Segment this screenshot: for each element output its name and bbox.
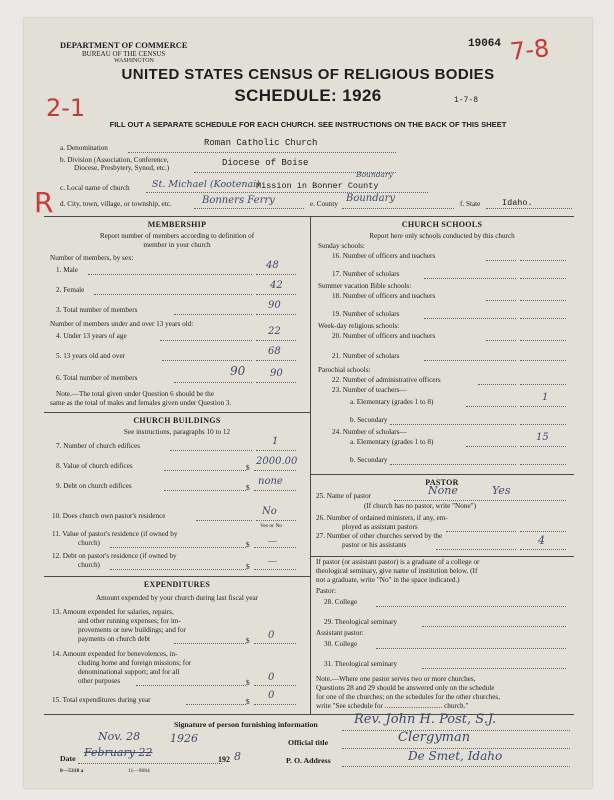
sunday-label: Sunday schools:	[318, 242, 365, 250]
pastor-note-3: for one of the churches; on the schedules for the other churches,	[316, 693, 501, 701]
print-code: 11—9684	[128, 768, 150, 774]
q14-label-2: cluding home and foreign missions; for	[78, 659, 192, 667]
pastor-note-4: write "See schedule for ................................ church."	[316, 702, 469, 710]
division-label-2: Diocese, Presbytery, Synod, etc.)	[74, 164, 170, 172]
q7-value: 1	[272, 436, 279, 447]
q5-label: 5. 13 years old and over	[56, 352, 126, 360]
pastor-divider-line	[310, 556, 574, 557]
q6-value-b: 90	[270, 368, 283, 379]
instruction-line: FILL OUT A SEPARATE SCHEDULE FOR EACH CHURCH. SEE INSTRUCTIONS ON THE BACK OF THIS SHEET	[109, 120, 507, 129]
signature-value: Rev. John H. Post, S.J.	[354, 712, 497, 727]
buildings-title: CHURCH BUILDINGS	[133, 416, 221, 425]
q14-label-1: 14. Amount expended for benevolences, in-	[52, 650, 178, 658]
q28-label: 28. College	[324, 598, 358, 606]
graduate-note-2: theological seminary, give name of institution below. (If	[316, 567, 478, 575]
frame-center-divider	[310, 216, 311, 714]
q5-value: 68	[268, 346, 281, 357]
q18-label: 18. Number of officers and teachers	[332, 292, 436, 300]
q20-label: 20. Number of officers and teachers	[332, 332, 436, 340]
q21-label: 21. Number of scholars	[332, 352, 400, 360]
pastor-sub-label: Pastor:	[316, 587, 336, 595]
q3-value: 90	[268, 300, 281, 311]
local-name-label: c. Local name of church	[60, 184, 130, 192]
q8-value: 2000.00	[256, 456, 298, 467]
q12-dollar: $	[246, 563, 250, 571]
buildings-intro: See instructions, paragraphs 10 to 12	[123, 428, 231, 436]
official-title-label: Official title	[288, 738, 329, 747]
assistant-sub-label: Assistant pastor:	[316, 629, 364, 637]
q14-dollar: $	[246, 679, 250, 687]
state-value: Idaho.	[502, 198, 533, 208]
expenditures-title: EXPENDITURES	[143, 580, 211, 589]
q1-label: 1. Male	[56, 266, 78, 274]
q24b-label: b. Secondary	[350, 456, 388, 464]
q4-value: 22	[268, 326, 281, 337]
q25-label: 25. Name of pastor	[316, 492, 372, 500]
division-label-1: b. Division (Association, Conference,	[60, 156, 169, 164]
date-handwritten-3: 8	[234, 750, 241, 763]
buildings-bottom-line	[44, 576, 310, 577]
q13-label-4: payments on church debt	[78, 635, 151, 643]
membership-note-1: Note.—The total given under Question 6 should be the	[56, 390, 214, 398]
q13-dollar: $	[246, 637, 250, 645]
membership-note-2: same as the total of males and females given under Question 3.	[50, 399, 232, 407]
q6-value-a: 90	[230, 364, 246, 378]
q9-label: 9. Debt on church edifices	[56, 482, 132, 490]
q19-label: 19. Number of scholars	[332, 310, 400, 318]
frame-top-line	[44, 216, 574, 217]
date-printed: February 22	[84, 746, 153, 759]
city-label: WASHINGTON	[114, 58, 154, 64]
q3-label: 3. Total number of members	[56, 306, 138, 314]
weekday-label: Week-day religious schools:	[318, 322, 400, 330]
annotation-top-right: 7-8	[508, 34, 551, 66]
schools-bottom-line	[310, 474, 574, 475]
q26-label-2: ployed as assistant pastors	[342, 523, 418, 531]
schools-intro: Report here only schools conducted by this church	[369, 232, 515, 240]
membership-intro-2: member in your church	[143, 241, 211, 249]
q24a-value: 15	[536, 432, 549, 443]
state-label: f. State	[460, 200, 481, 208]
q9-dollar: $	[246, 484, 250, 492]
date-label: Date	[60, 754, 76, 763]
q29-label: 29. Theological seminary	[324, 618, 398, 626]
q25-note: (If church has no pastor, write "None")	[364, 502, 476, 510]
signature-label: Signature of person furnishing information	[174, 720, 318, 729]
q27-label-1: 27. Number of other churches served by the	[316, 532, 443, 540]
q24-label: 24. Number of scholars—	[332, 428, 407, 436]
q22-label: 22. Number of administrative officers	[332, 376, 441, 384]
po-address-label: P. O. Address	[286, 756, 331, 765]
census-form-sheet	[24, 18, 592, 788]
local-name-handwritten: St. Michael (Kootenai)	[152, 179, 260, 190]
q15-dollar: $	[246, 698, 250, 706]
q23b-label: b. Secondary	[350, 416, 388, 424]
age-intro-label: Number of members under and over 13 years old:	[50, 320, 194, 328]
q2-label: 2. Female	[56, 286, 85, 294]
membership-title: MEMBERSHIP	[147, 220, 207, 229]
department-label: DEPARTMENT OF COMMERCE	[60, 40, 188, 50]
city-field-label: d. City, town, village, or township, etc.	[60, 200, 172, 208]
q13-value: 0	[268, 630, 275, 641]
county-label: e. County	[310, 200, 338, 208]
q15-value: 0	[268, 690, 275, 701]
pastor-note-2: Questions 28 and 29 should be answered only on the schedule	[316, 684, 495, 692]
form-code: 8—5318 a	[60, 768, 84, 774]
q12-label-1: 12. Debt on pastor's residence (if owned by	[52, 552, 177, 560]
yes-or-no-hint: Yes or No	[260, 523, 283, 529]
q11-label-1: 11. Value of pastor's residence (if owned by	[52, 530, 178, 538]
schools-title: CHURCH SCHOOLS	[401, 220, 483, 229]
county-value: Boundary	[346, 193, 396, 204]
membership-bottom-line	[44, 412, 310, 413]
pastor-title: PASTOR	[425, 478, 459, 487]
q27-value: 4	[538, 534, 545, 547]
membership-intro-1: Report number of members according to definition of	[99, 232, 255, 240]
by-sex-label: Number of members, by sex:	[50, 254, 134, 262]
q17-label: 17. Number of scholars	[332, 270, 400, 278]
annotation-left-mid: 2-1	[46, 94, 86, 122]
q14-label-4: other purposes	[78, 677, 121, 685]
form-title: UNITED STATES CENSUS OF RELIGIOUS BODIES	[121, 66, 495, 83]
form-number: 19064	[468, 38, 502, 50]
local-name-insert: Boundary	[356, 170, 393, 179]
q2-value: 42	[270, 280, 283, 291]
q13-label-1: 13. Amount expended for salaries, repairs,	[52, 608, 174, 616]
date-handwritten-1: Nov. 28	[98, 730, 141, 743]
q23a-value: 1	[542, 392, 549, 403]
q12-dash: —	[268, 556, 277, 566]
q31-label: 31. Theological seminary	[324, 660, 398, 668]
q4-label: 4. Under 13 years of age	[56, 332, 127, 340]
q23a-label: a. Elementary (grades 1 to 8)	[350, 398, 434, 406]
pastor-note-1: Note.—Where one pastor serves two or more churches,	[316, 675, 476, 683]
schedule-title: SCHEDULE: 1926	[234, 86, 382, 105]
q6-label: 6. Total number of members	[56, 374, 138, 382]
expenditures-intro: Amount expended by your church during last fiscal year	[95, 594, 259, 602]
summer-label: Summer vacation Bible schools:	[318, 282, 412, 290]
stamp-code: 1-7-8	[454, 96, 479, 105]
q30-label: 30. College	[324, 640, 358, 648]
q11-dollar: $	[246, 541, 250, 549]
q10-value: No	[262, 506, 277, 517]
q14-value: 0	[268, 672, 275, 683]
graduate-note-1: If pastor (or assistant pastor) is a graduate of a college or	[316, 558, 480, 566]
q26-label-1: 26. Number of ordained ministers, if any, em-	[316, 514, 448, 522]
q16-label: 16. Number of officers and teachers	[332, 252, 436, 260]
q13-label-2: and other running expenses; for im-	[78, 617, 181, 625]
q9-value: none	[258, 476, 283, 487]
q24a-label: a. Elementary (grades 1 to 8)	[350, 438, 434, 446]
bureau-label: BUREAU OF THE CENSUS	[82, 50, 166, 58]
po-address-value: De Smet, Idaho	[408, 749, 503, 763]
q11-dash: —	[268, 536, 277, 546]
denomination-label: a. Denomination	[60, 144, 108, 152]
local-name-typed: Mission in Bonner County	[256, 181, 379, 191]
q25-value: None	[428, 484, 458, 497]
division-value: Diocese of Boise	[222, 158, 309, 168]
q14-label-3: denominational support; and for all	[78, 668, 180, 676]
parochial-label: Parochial schools:	[318, 366, 371, 374]
q25-value-b: Yes	[492, 484, 511, 497]
graduate-note-3: not a graduate, write "No" in the space indicated.)	[316, 576, 460, 584]
q23-label: 23. Number of teachers—	[332, 386, 407, 394]
q15-label: 15. Total expenditures during year	[52, 696, 151, 704]
q13-label-3: provements or new buildings; and for	[78, 626, 186, 634]
q1-value: 48	[266, 260, 279, 271]
city-field-value: Bonners Ferry	[202, 195, 275, 206]
date-year-prefix: 192	[218, 755, 230, 764]
q8-dollar: $	[246, 464, 250, 472]
q11-label-2: church)	[78, 539, 100, 547]
denomination-value: Roman Catholic Church	[204, 138, 318, 148]
q10-label: 10. Does church own pastor's residence	[52, 512, 166, 520]
annotation-left-r: R	[34, 186, 54, 219]
official-title-value: Clergyman	[398, 730, 471, 745]
date-handwritten-2: 1926	[170, 732, 198, 745]
q8-label: 8. Value of church edifices	[56, 462, 133, 470]
q27-label-2: pastor or his assistants	[342, 541, 407, 549]
q7-label: 7. Number of church edifices	[56, 442, 141, 450]
q12-label-2: church)	[78, 561, 100, 569]
